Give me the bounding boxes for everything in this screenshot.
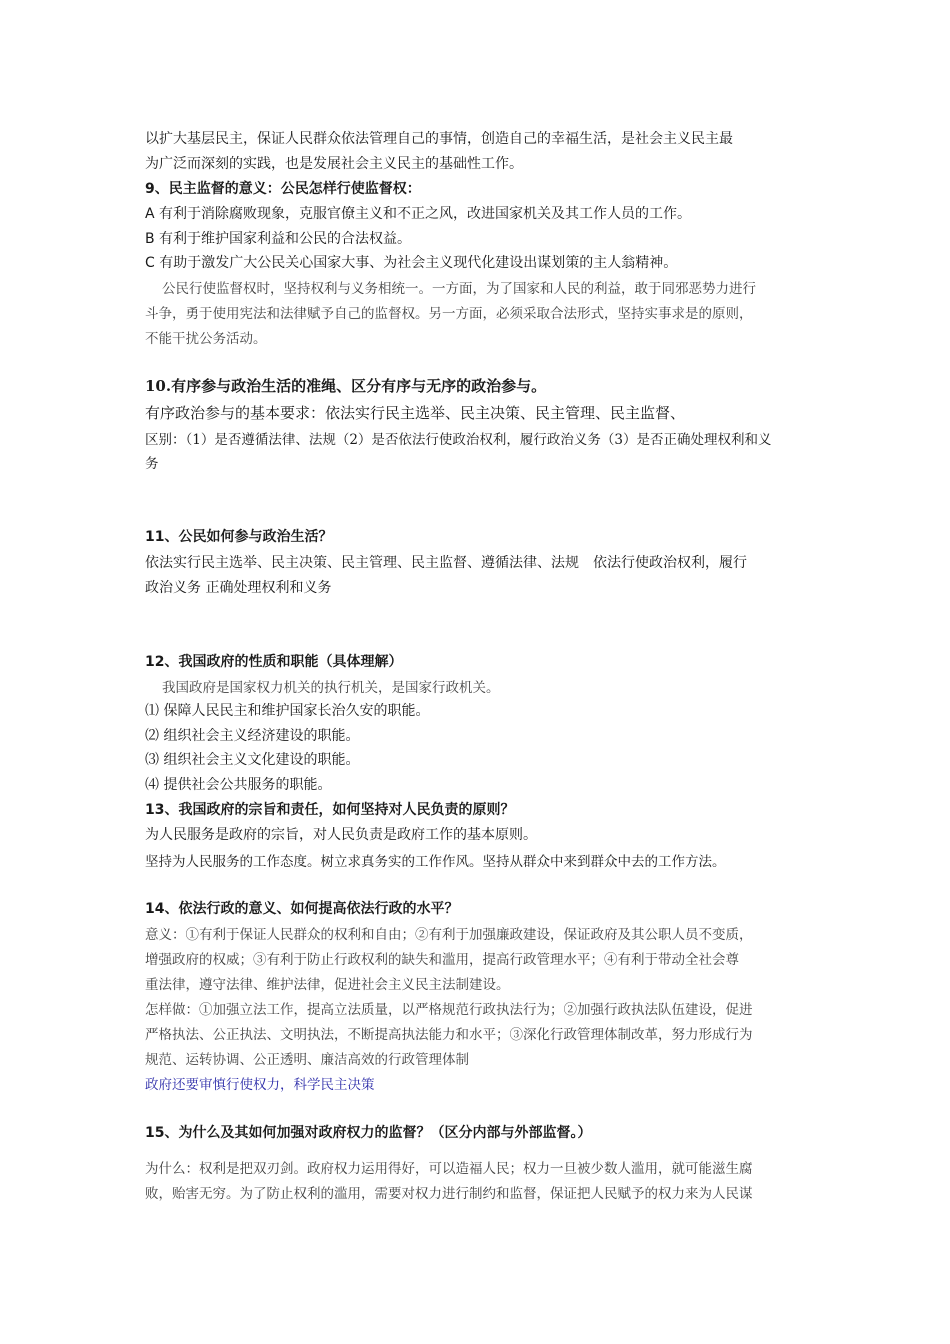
paragraph-line: 有序政治参与的基本要求：依法实行民主选举、民主决策、民主管理、民主监督、 — [145, 404, 686, 422]
list-item-c: C 有助于激发广大公民关心国家大事、为社会主义现代化建设出谋划策的主人翁精神。 — [145, 255, 678, 271]
paragraph-line: 重法律，遵守法律、维护法律，促进社会主义民主法制建设。 — [145, 977, 510, 993]
paragraph-line: 区别：（1）是否遵循法律、法规（2）是否依法行使政治权利，履行政治义务（3）是否正确处理权利和义 — [145, 432, 772, 448]
paragraph-line: 以扩大基层民主，保证人民群众依法管理自己的事情，创造自己的幸福生活，是社会主义民主最 — [145, 131, 733, 147]
paragraph-line: 怎样做：①加强立法工作，提高立法质量，以严格规范行政执法行为；②加强行政执法队伍建设，促进 — [145, 1002, 753, 1018]
paragraph-line: 坚持为人民服务的工作态度。树立求真务实的工作作风。坚持从群众中来到群众中去的工作方法。 — [145, 854, 726, 870]
paragraph-line: 规范、运转协调、公正透明、廉洁高效的行政管理体制 — [145, 1052, 469, 1068]
paragraph-line: 为人民服务是政府的宗旨，对人民负责是政府工作的基本原则。 — [145, 827, 537, 843]
paragraph-line: 增强政府的权威；③有利于防止行政权利的缺失和滥用，提高行政管理水平；④有利于带动全社会尊 — [145, 952, 739, 968]
list-item-a: A 有利于消除腐败现象，克服官僚主义和不正之风，改进国家机关及其工作人员的工作。 — [145, 206, 692, 222]
paragraph-line: 败，贻害无穷。为了防止权利的滥用，需要对权力进行制约和监督，保证把人民赋予的权力来为人民谋 — [145, 1186, 753, 1202]
paragraph-line: 务 — [145, 456, 159, 472]
section-heading-14: 14、依法行政的意义、如何提高依法行政的水平？ — [145, 901, 459, 917]
paragraph-line: 我国政府是国家权力机关的执行机关，是国家行政机关。 — [162, 680, 500, 696]
highlighted-note: 政府还要审慎行使权力，科学民主决策 — [145, 1077, 375, 1093]
paragraph-line: 依法实行民主选举、民主决策、民主管理、民主监督、遵循法律、法规 依法行使政治权利，履行 — [145, 555, 747, 571]
list-item: ⑷ 提供社会公共服务的职能。 — [145, 777, 332, 793]
paragraph-line: 政治义务 正确处理权利和义务 — [145, 580, 332, 596]
list-item: ⑵ 组织社会主义经济建设的职能。 — [145, 728, 360, 744]
section-heading-10: 10.有序参与政治生活的准绳、区分有序与无序的政治参与。 — [145, 377, 547, 395]
paragraph-line: 为广泛而深刻的实践，也是发展社会主义民主的基础性工作。 — [145, 156, 523, 172]
list-item: ⑶ 组织社会主义文化建设的职能。 — [145, 752, 360, 768]
paragraph-line: 意义：①有利于保证人民群众的权利和自由；②有利于加强廉政建设，保证政府及其公职人员不变质， — [145, 927, 753, 943]
section-heading-9: 9、民主监督的意义：公民怎样行使监督权： — [145, 181, 421, 197]
paragraph-line: 公民行使监督权时，坚持权利与义务相统一。一方面，为了国家和人民的利益，敢于同邪恶势力进行 — [162, 281, 756, 297]
list-item: ⑴ 保障人民民主和维护国家长治久安的职能。 — [145, 703, 430, 719]
paragraph-line: 严格执法、公正执法、文明执法，不断提高执法能力和水平；③深化行政管理体制改革，努力形成行为 — [145, 1027, 753, 1043]
section-heading-13: 13、我国政府的宗旨和责任，如何坚持对人民负责的原则？ — [145, 802, 515, 818]
paragraph-line: 斗争，勇于使用宪法和法律赋予自己的监督权。另一方面，必须采取合法形式，坚持实事求是的原则， — [145, 306, 753, 322]
paragraph-line: 为什么：权利是把双刃剑。政府权力运用得好，可以造福人民；权力一旦被少数人滥用，就可能滋生腐 — [145, 1161, 753, 1177]
list-item-b: B 有利于维护国家利益和公民的合法权益。 — [145, 231, 412, 247]
section-heading-15: 15、为什么及其如何加强对政府权力的监督？（区分内部与外部监督。） — [145, 1125, 592, 1141]
paragraph-line: 不能干扰公务活动。 — [145, 331, 267, 347]
section-heading-12: 12、我国政府的性质和职能（具体理解） — [145, 654, 403, 670]
section-heading-11: 11、公民如何参与政治生活？ — [145, 529, 333, 545]
